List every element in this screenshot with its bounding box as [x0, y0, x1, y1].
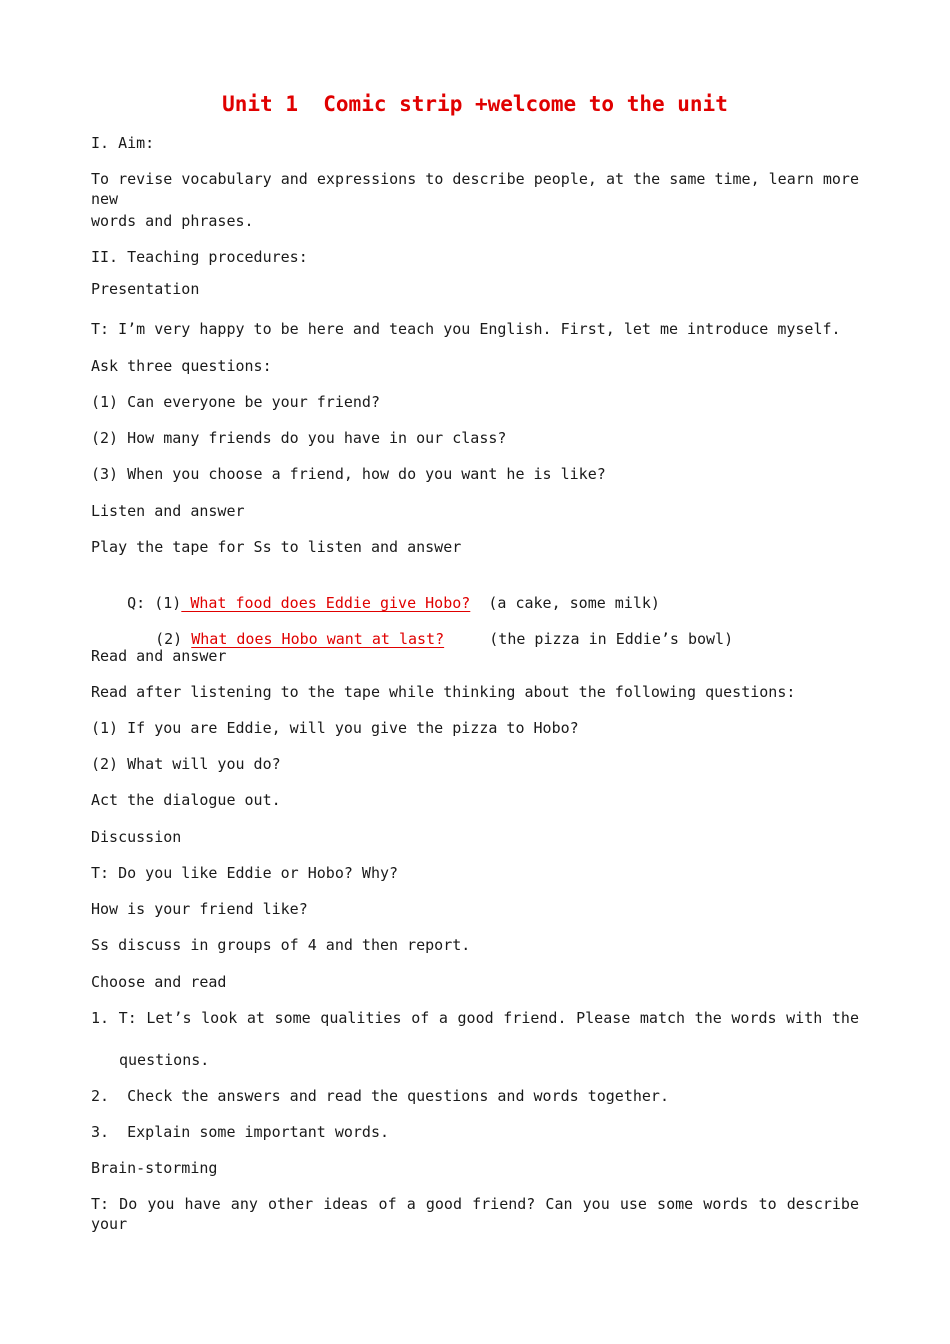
read-text: Read after listening to the tape while thinking about the following questions: — [91, 683, 796, 701]
q1-question: What food does Eddie give Hobo? — [181, 594, 471, 612]
read-question-2: (2) What will you do? — [91, 755, 281, 773]
choose-heading: Choose and read — [91, 973, 227, 991]
intro-line: T: I’m very happy to be here and teach you English. First, let me introduce myself. — [91, 320, 841, 338]
ask-question-3: (3) When you choose a friend, how do you want he is like? — [91, 465, 606, 483]
q1-answer: (a cake, some milk) — [470, 594, 660, 612]
brain-storming-teacher: T: Do you have any other ideas of a good friend? Can you use some words to describe your — [91, 1195, 859, 1233]
presentation-heading: Presentation — [91, 280, 200, 298]
discussion-heading: Discussion — [91, 828, 182, 846]
act-line: Act the dialogue out. — [91, 791, 281, 809]
aim-heading: I. Aim: — [91, 134, 155, 152]
discussion-students: Ss discuss in groups of 4 and then report. — [91, 936, 471, 954]
choose-item-3: 3. Explain some important words. — [91, 1123, 390, 1141]
q2-prefix: (2) — [155, 630, 192, 648]
choose-item-2: 2. Check the answers and read the questions and words together. — [91, 1087, 669, 1105]
q-prefix: Q: (1) — [127, 594, 182, 612]
aim-text-line1: To revise vocabulary and expressions to describe people, at the same time, learn more new — [91, 170, 859, 208]
choose-item-1-line1: 1. T: Let’s look at some qualities of a good friend. Please match the words with the — [91, 1009, 859, 1027]
brain-storming-heading: Brain-storming — [91, 1159, 218, 1177]
discussion-question: How is your friend like? — [91, 900, 308, 918]
procedures-heading: II. Teaching procedures: — [91, 248, 308, 266]
ask-question-1: (1) Can everyone be your friend? — [91, 393, 380, 411]
q2-question: What does Hobo want at last? — [191, 630, 445, 648]
q2-answer: (the pizza in Eddie’s bowl) — [444, 630, 734, 648]
aim-text-line2: words and phrases. — [91, 212, 254, 230]
discussion-teacher: T: Do you like Eddie or Hobo? Why? — [91, 864, 399, 882]
choose-item-1-line2: questions. — [119, 1051, 210, 1069]
ask-heading: Ask three questions: — [91, 357, 272, 375]
ask-question-2: (2) How many friends do you have in our class? — [91, 429, 507, 447]
listen-heading: Listen and answer — [91, 502, 245, 520]
listen-text: Play the tape for Ss to listen and answer — [91, 538, 462, 556]
read-question-1: (1) If you are Eddie, will you give the pizza to Hobo? — [91, 719, 579, 737]
document-title: Unit 1 Comic strip +welcome to the unit — [222, 92, 728, 116]
read-heading: Read and answer — [91, 647, 227, 665]
